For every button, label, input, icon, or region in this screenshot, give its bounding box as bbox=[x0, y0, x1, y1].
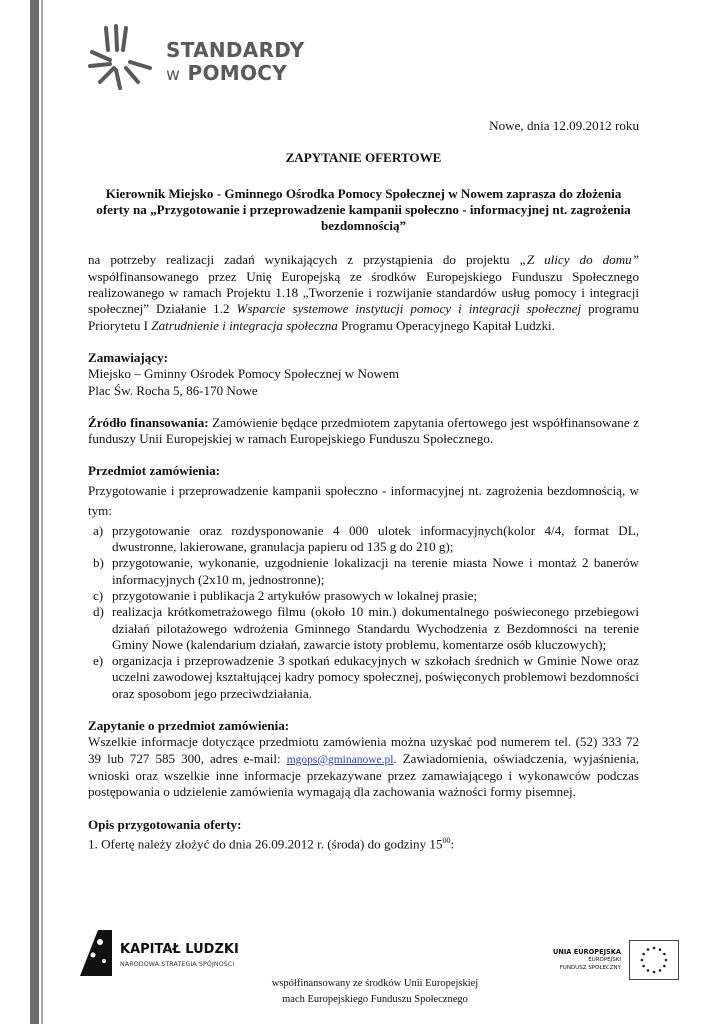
logo-text-pomocy: w POMOCY bbox=[166, 61, 288, 85]
list-item: d) realizacja krótkometrażowego filmu (około 10 min.) dokumentalnego poświeconego przebiegowi działań pilotażowego wdrożenia Gminnego Standardu Wychodzenia z Bezdomności na terenie Gminy Nowe (kalendarium działań, zawarcie istoty problemu, komentarze osób kluczowych); bbox=[93, 604, 639, 652]
kapital-ludzki-icon bbox=[76, 928, 116, 978]
letter-date: Nowe, dnia 12.09.2012 roku bbox=[489, 118, 639, 133]
heading-zrodlo: Źródło finansowania: bbox=[88, 414, 209, 430]
przedmiot-lead: Przygotowanie i przeprowadzenie kampanii społeczno - informacyjnej nt. zagrożenia bezdomnością, w tym: bbox=[88, 482, 639, 518]
kl-subtitle: NARODOWA STRATEGIA SPÓJNOŚCI bbox=[120, 961, 235, 968]
opis-line: 1. Ofertę należy złożyć do dnia 26.09.2012 r. (środa) do godziny $15^{00}$: bbox=[88, 835, 455, 852]
star-lines-icon bbox=[86, 22, 160, 92]
paragraph-zapytanie: Wszelkie informacje dotyczące przedmiotu zamówienia można uzyskać pod numerem tel. (52) 333 72 39 lub 727 585 300, adres e-mail: mgops@gminanowe.pl. Zawiadomienia, oświadczenia, wyjaśnienia, wnioski oraz wszelkie inne informacje przekazywane przez zamawiającego i wykonawców podczas postępowania o udzielenie zamówienia wymagają dla zachowania ważności formy pisemnej. bbox=[88, 734, 639, 800]
list-item: b) przygotowanie, wykonanie, uzgodnienie lokalizacji na terenie miasta Nowe i montaż 2 banerów informacyjnych (2x10 m, jednostronne); bbox=[93, 555, 639, 587]
kapital-ludzki-logo bbox=[76, 928, 266, 980]
letter-title: ZAPYTANIE OFERTOWE bbox=[285, 150, 442, 166]
heading-zamawiajacy: Zamawiający: bbox=[88, 349, 169, 365]
zamawiajacy-name: Miejsko – Gminny Ośrodek Pomocy Społecznej w Nowem bbox=[88, 366, 399, 382]
letter-intro: Kierownik Miejsko - Gminnego Ośrodka Pomocy Społecznej w Nowem zaprasza do złożenia oferty na „Przygotowanie i przeprowadzenie kampanii społeczno - informacyjnej nt. zagrożenia bezdomnością” bbox=[96, 185, 631, 234]
standardy-logo bbox=[86, 22, 316, 96]
eu-flag-icon bbox=[629, 940, 679, 980]
eu-logo bbox=[551, 940, 679, 980]
logo-text-standardy: STANDARDY bbox=[166, 38, 305, 62]
letter-body bbox=[88, 118, 639, 852]
list-item: a) przygotowanie oraz rozdysponowanie 4 000 ulotek informacyjnych(kolor 4/4, format DL, dwustronne, lakierowane, granulacja papieru od 135 g do 210 g); bbox=[93, 522, 639, 555]
heading-przedmiot: Przedmiot zamówienia: bbox=[88, 463, 220, 479]
page-left-border bbox=[30, 0, 39, 1024]
zamawiajacy-address: Plac Św. Rocha 5, 86-170 Nowe bbox=[88, 382, 258, 398]
eu-sub1: EUROPEJSKI bbox=[588, 957, 621, 963]
eu-sub2: FUNDUSZ SPOŁECZNY bbox=[559, 965, 621, 971]
paragraph-project: na potrzeby realizacji zadań wynikających z przystąpienia do projektu „Z ulicy do domu” współfinansowanego przez Unię Europejską ze środków Europejskiego Funduszu Społecznego realizowanego w ramach Projektu 1.18 „Tworzenie i rozwijanie standardów usług pomocy i integracji społecznej” Działanie 1.2 Wsparcie systemowe instytucji pomocy i integracji społecznej programu Priorytetu I Zatrudnienie i integracja społeczna Programu Operacyjnego Kapitał Ludzki. bbox=[88, 252, 639, 333]
heading-opis: Opis przygotowania oferty: bbox=[88, 816, 242, 832]
list-item: c) przygotowanie i publikacja 2 artykułów prasowych w lokalnej prasie; bbox=[93, 587, 478, 603]
email-link[interactable]: mgops@gminanowe.pl bbox=[286, 753, 394, 766]
list-item: e) organizacja i przeprowadzenie 3 spotkań edukacyjnych w szkołach średnich w Gminie Nowe oraz uczelni zawodowej kształtującej kadry pomocy społecznej, poświęconych problemowi bezdomności oraz sposobom jego przeciwdziałania. bbox=[93, 653, 639, 701]
paragraph-zrodlo: Źródło finansowania: Zamówienie będące przedmiotem zapytania ofertowego jest współfinansowane z funduszy Unii Europejskiej w ramach Europejskiego Funduszu Społecznego. bbox=[88, 414, 639, 447]
eu-title: UNIA EUROPEJSKA bbox=[552, 948, 621, 956]
przedmiot-list bbox=[88, 523, 639, 702]
kl-title: KAPITAŁ LUDZKI bbox=[120, 942, 239, 957]
footer-note: współfinansowany ze środków Unii Europejskiej mach Europejskiego Funduszu Społecznego bbox=[271, 978, 479, 1005]
heading-zapytanie: Zapytanie o przedmiot zamówienia: bbox=[88, 718, 290, 734]
page-left-border-thin bbox=[41, 0, 43, 1024]
